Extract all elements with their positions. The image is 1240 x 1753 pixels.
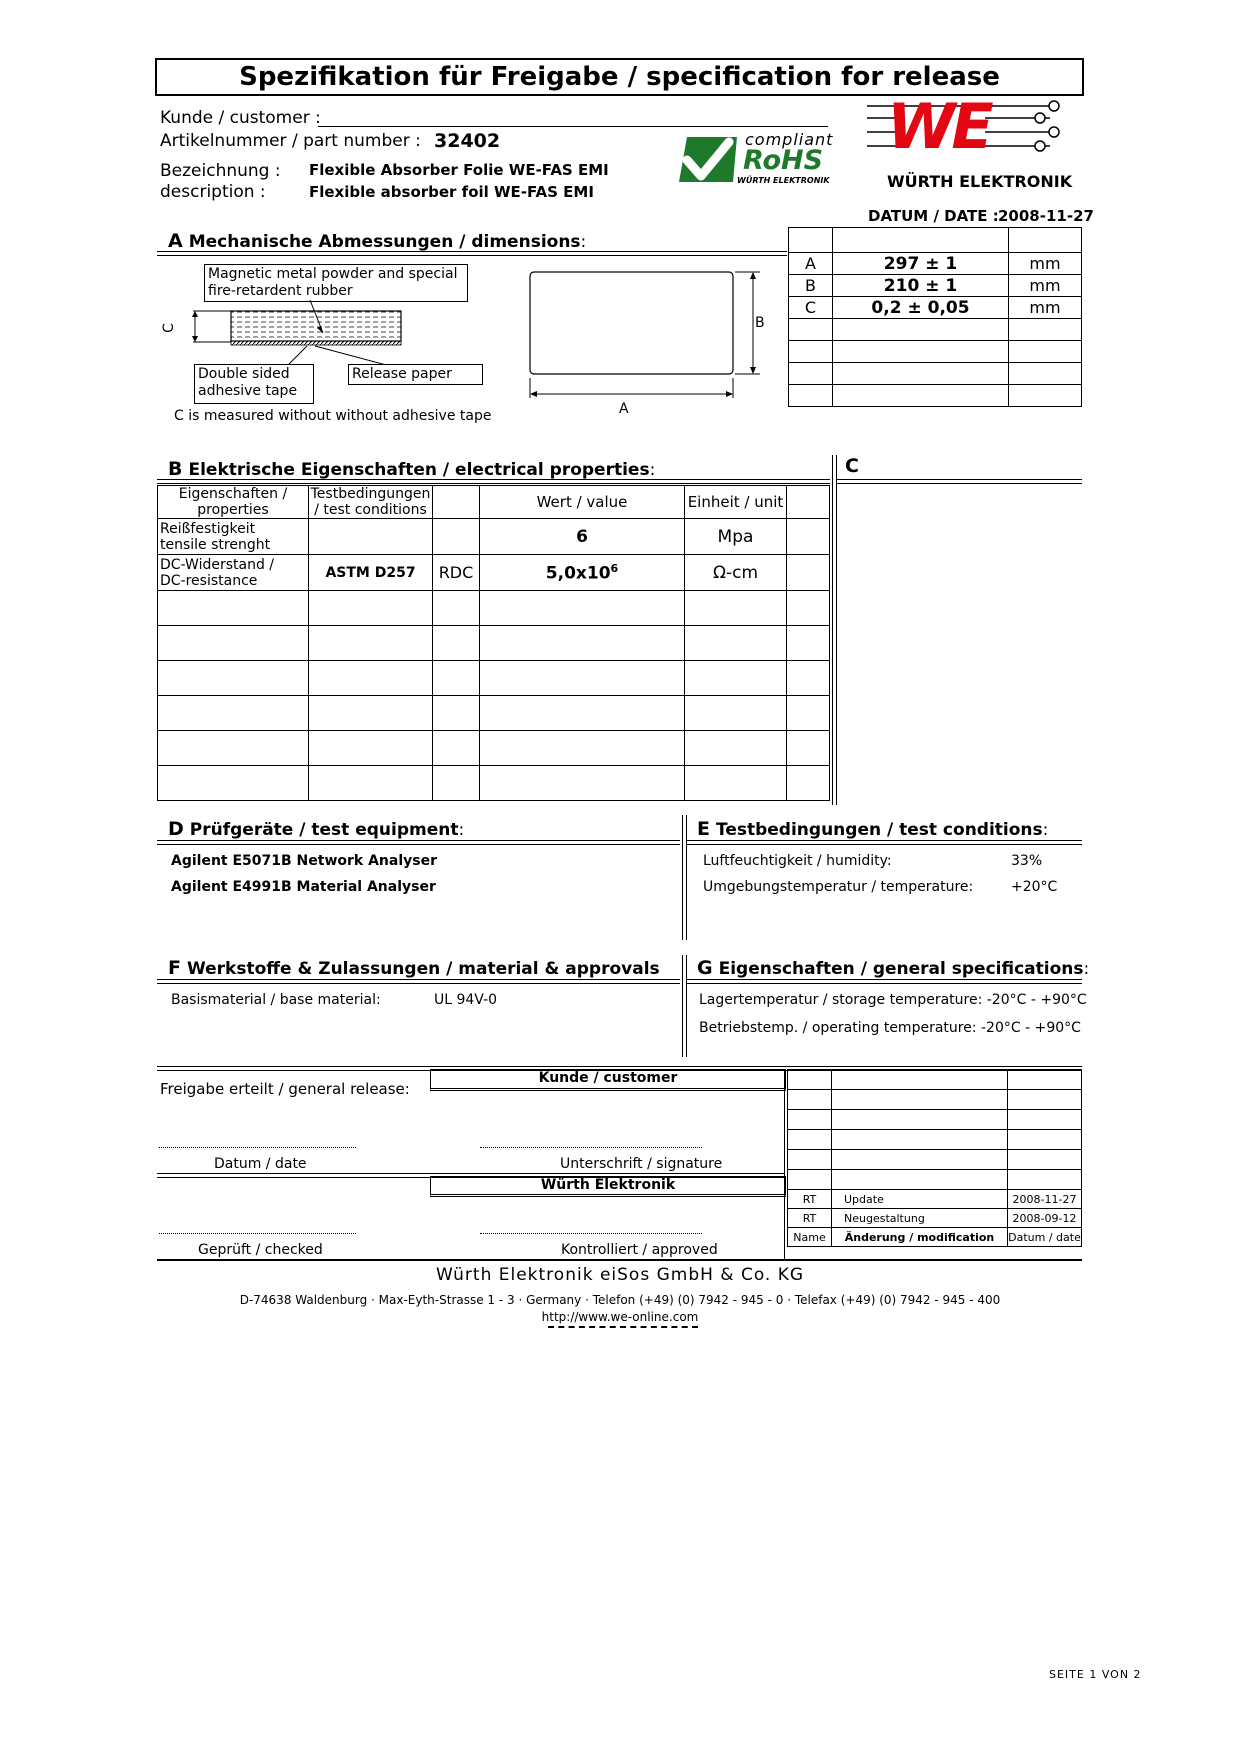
date-dots <box>159 1147 356 1148</box>
callout-material: Magnetic metal powder and special fire-retardent rubber <box>204 264 468 302</box>
customer-line <box>318 126 828 127</box>
revision-name: RT <box>788 1190 832 1209</box>
revision-name: RT <box>788 1209 832 1228</box>
value-cell <box>480 555 685 591</box>
property-en: DC-resistance <box>160 572 258 589</box>
section-a-letter: A <box>168 230 183 252</box>
footer-company: Würth Elektronik eiSos GmbH & Co. KG <box>435 1265 805 1285</box>
we-logo-letters: WE <box>887 90 990 163</box>
revision-header-row <box>788 1228 1082 1247</box>
rohs-sub-text: WÜRTH ELEKTRONIK <box>737 176 830 185</box>
section-a-title: A Mechanische Abmessungen / dimensions: <box>168 230 587 252</box>
revision-date: 2008-09-12 <box>1008 1209 1082 1228</box>
section-g-letter: G <box>697 957 713 979</box>
section-f-title <box>168 957 660 979</box>
value-mantissa: 5,0x10 <box>545 563 611 584</box>
revision-change: Update <box>832 1190 1008 1209</box>
section-de-divider <box>682 815 687 940</box>
page-number: SEITE 1 VON 2 <box>1049 1668 1142 1681</box>
section-b-title-text: Elektrische Eigenschaften / electrical properties <box>188 460 650 480</box>
label-c-side: C <box>160 323 177 333</box>
footer-url-underline <box>548 1326 698 1328</box>
checked-dots <box>159 1233 356 1234</box>
dim-value: 210 ± 1 <box>833 275 1009 297</box>
dim-value: 0,2 ± 0,05 <box>833 297 1009 319</box>
date-caption: Datum / date <box>214 1156 307 1172</box>
description-label: description : <box>160 182 266 202</box>
humidity-value: 33% <box>1011 853 1043 869</box>
storage-temperature: Lagertemperatur / storage temperature: -20°C - +90°C <box>699 992 1087 1008</box>
revision-row <box>788 1209 1082 1228</box>
dim-unit: mm <box>1009 297 1082 319</box>
description-value: Flexible absorber foil WE-FAS EMI <box>309 183 594 201</box>
section-b-title: B Elektrische Eigenschaften / electrical properties: <box>168 458 656 480</box>
condition-cell: ASTM D257 <box>309 555 433 591</box>
base-material-label: Basismaterial / base material: <box>171 992 381 1008</box>
equipment-item: Agilent E5071B Network Analyser <box>171 853 438 869</box>
rev-header-name: Name <box>788 1228 832 1247</box>
section-e-rule <box>687 840 1082 845</box>
date-value: 2008-11-27 <box>998 207 1094 225</box>
section-c-rule <box>836 479 1082 484</box>
measure-note: C is measured without without adhesive tape <box>174 408 492 424</box>
section-d-title-text: Prüfgeräte / test equipment <box>189 820 459 840</box>
approved-dots <box>480 1233 702 1234</box>
section-d-letter: D <box>168 818 184 840</box>
section-g-title: G Eigenschaften / general specifications: <box>697 957 1090 979</box>
signature-dots <box>480 1147 702 1148</box>
dim-key: B <box>789 275 833 297</box>
header-properties: Eigenschaften / properties <box>158 486 309 519</box>
dim-row <box>789 275 1082 297</box>
customer-header: Kunde / customer <box>538 1070 678 1086</box>
dim-value: 297 ± 1 <box>833 253 1009 275</box>
section-d-rule <box>157 840 680 845</box>
condition-cell <box>309 519 433 555</box>
header-value: Wert / value <box>480 486 685 519</box>
dim-unit: mm <box>1009 275 1082 297</box>
dim-key: C <box>789 297 833 319</box>
release-bottom-rule <box>157 1259 1082 1261</box>
footer-address: D-74638 Waldenburg · Max-Eyth-Strasse 1 - 3 · Germany · Telefon (+49) (0) 7942 - 945 - 0 · Telefax (+49) (0) 7942 - 945 - 400 <box>239 1293 1001 1307</box>
date-label: DATUM / DATE : <box>868 207 999 225</box>
we-logo <box>865 90 1073 193</box>
unit-cell: Mpa <box>685 519 787 555</box>
symbol-cell: RDC <box>433 555 480 591</box>
dim-row <box>789 253 1082 275</box>
equipment-item: Agilent E4991B Material Analyser <box>171 879 436 895</box>
revision-change: Neugestaltung <box>832 1209 1008 1228</box>
property-en: tensile strenght <box>160 536 271 553</box>
page-title: Spezifikation für Freigabe / specification for release <box>239 62 1000 92</box>
approved-caption: Kontrolliert / approved <box>561 1242 718 1258</box>
section-b-c-divider <box>832 455 837 805</box>
section-e-title: E Testbedingungen / test conditions: <box>697 818 1049 840</box>
we-brand-name: WÜRTH ELEKTRONIK <box>887 172 1073 191</box>
unit-cell: Ω-cm <box>685 555 787 591</box>
section-b-letter: B <box>168 458 183 480</box>
base-material-value: UL 94V-0 <box>434 992 498 1008</box>
rev-header-change: Änderung / modification <box>832 1228 1008 1247</box>
symbol-cell <box>433 519 480 555</box>
callout-release-paper: Release paper <box>348 364 483 385</box>
part-number-value: 32402 <box>434 130 501 152</box>
temperature-value: +20°C <box>1011 879 1058 895</box>
section-b-rule <box>157 479 830 484</box>
revision-date: 2008-11-27 <box>1008 1190 1082 1209</box>
signature-caption: Unterschrift / signature <box>560 1156 723 1172</box>
checked-caption: Geprüft / checked <box>198 1242 323 1258</box>
table-row <box>158 519 830 555</box>
bezeichnung-value: Flexible Absorber Folie WE-FAS EMI <box>309 161 609 179</box>
humidity-label: Luftfeuchtigkeit / humidity: <box>703 853 892 869</box>
section-f-letter: F <box>168 957 181 979</box>
general-release-label: Freigabe erteilt / general release: <box>160 1080 410 1098</box>
section-c-letter: C <box>845 455 859 477</box>
we-header: Würth Elektronik <box>540 1177 676 1193</box>
revision-table <box>787 1069 1082 1247</box>
revision-row <box>788 1190 1082 1209</box>
dim-key: A <box>789 253 833 275</box>
dim-row <box>789 297 1082 319</box>
header-conditions: Testbedingungen / test conditions <box>309 486 433 519</box>
rohs-logo <box>677 132 857 188</box>
table-row <box>158 555 830 591</box>
section-e-letter: E <box>697 818 710 840</box>
section-a-rule <box>157 251 787 256</box>
footer-url-link[interactable]: http://www.we-online.com <box>541 1310 699 1324</box>
section-e-title-text: Testbedingungen / test conditions <box>715 820 1043 840</box>
customer-header-box <box>430 1069 786 1091</box>
label-b: B <box>755 315 765 331</box>
section-f-title-text: Werkstoffe & Zulassungen / material & approvals <box>186 959 660 979</box>
section-a-title-text: Mechanische Abmessungen / dimensions <box>188 232 581 252</box>
we-header-box <box>430 1176 786 1197</box>
rohs-compliant-text: compliant <box>745 130 834 149</box>
property-de: Reißfestigkeit <box>160 520 256 537</box>
operating-temperature: Betriebstemp. / operating temperature: -20°C - +90°C <box>699 1020 1081 1036</box>
rev-header-date: Datum / date <box>1008 1228 1082 1247</box>
top-view-diagram <box>520 268 780 408</box>
property-de: DC-Widerstand / <box>160 556 275 573</box>
section-f-rule <box>157 979 680 984</box>
value-cell: 6 <box>480 519 685 555</box>
section-d-title: D Prüfgeräte / test equipment: <box>168 818 465 840</box>
temperature-label: Umgebungstemperatur / temperature: <box>703 879 974 895</box>
part-number-label: Artikelnummer / part number : <box>160 131 421 151</box>
section-fg-divider <box>682 955 687 1057</box>
dim-unit: mm <box>1009 253 1082 275</box>
electrical-table <box>157 485 830 801</box>
section-g-title-text: Eigenschaften / general specifications <box>718 959 1084 979</box>
section-g-rule <box>687 979 1082 984</box>
bezeichnung-label: Bezeichnung : <box>160 161 281 181</box>
value-exponent: 6 <box>610 561 619 575</box>
release-divider <box>784 1069 785 1259</box>
rohs-text: RoHS <box>743 145 824 176</box>
dimensions-table <box>788 227 1082 407</box>
label-a: A <box>619 401 629 417</box>
customer-label: Kunde / customer : <box>160 108 321 128</box>
header-unit: Einheit / unit <box>685 486 787 519</box>
callout-adhesive-tape: Double sided adhesive tape <box>194 364 314 404</box>
